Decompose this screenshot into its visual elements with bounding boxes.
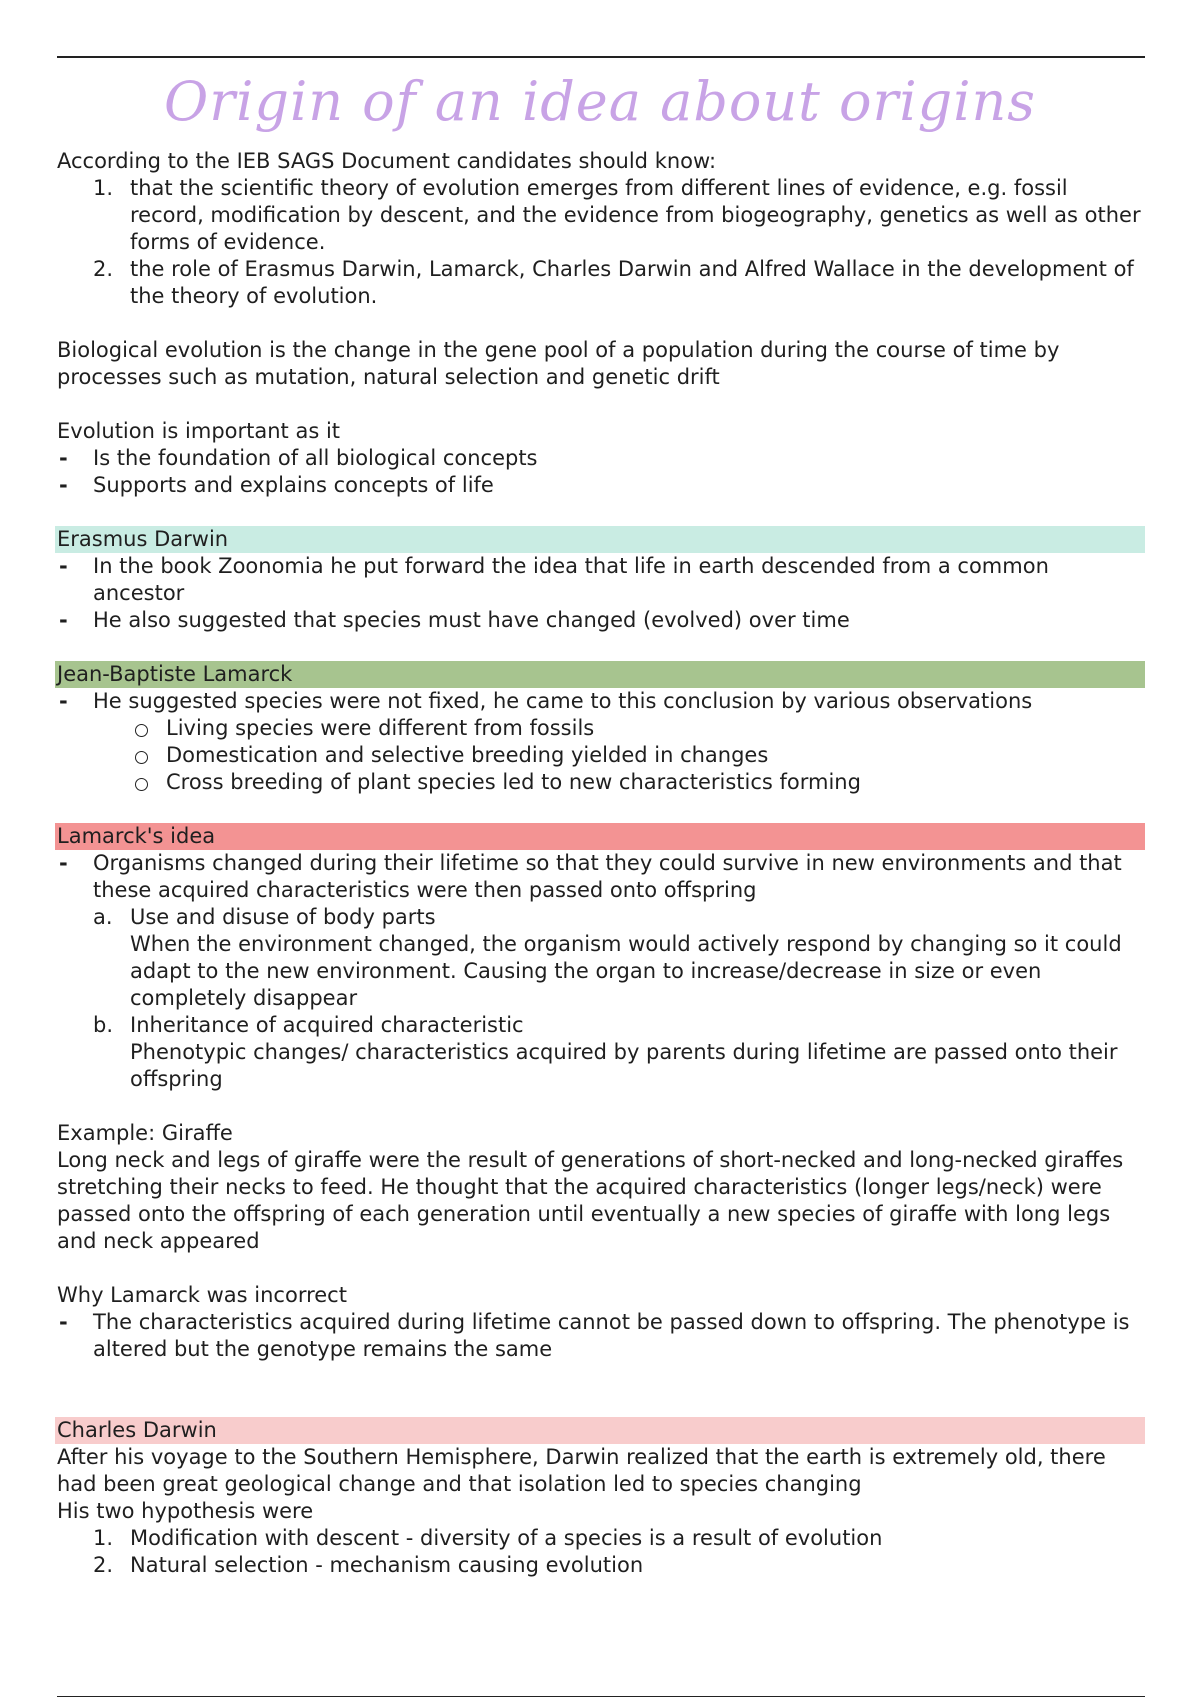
list-item: [57, 715, 1145, 742]
bottom-rule: [57, 1696, 1145, 1697]
list-item: [57, 904, 1145, 1012]
top-rule: [57, 56, 1145, 58]
list-item: - He also suggested that species must have changed (evolved) over time: [59, 608, 850, 632]
section-heading-lamarck: Jean-Baptiste Lamarck: [55, 661, 1145, 688]
list-number: 1.: [93, 1526, 114, 1550]
circle-bullet-icon: [135, 751, 148, 764]
list-text: He also suggested that species must have changed (evolved) over time: [93, 608, 850, 632]
point-text: Phenotypic changes/ characteristics acquired by parents during lifetime are passed onto their offspring: [130, 1040, 1118, 1091]
section-heading-erasmus-darwin: Erasmus Darwin: [55, 526, 1145, 553]
circle-bullet-icon: [135, 724, 148, 737]
list-text: the role of Erasmus Darwin, Lamarck, Charles Darwin and Alfred Wallace in the development of the theory of evolution.: [130, 257, 1134, 308]
list-item: - Is the foundation of all biological concepts: [59, 446, 538, 470]
list-item: [57, 256, 1145, 310]
document-body: [57, 148, 1145, 1579]
list-text: that the scientific theory of evolution emerges from different lines of evidence, e.g. fossil record, modification by descent, and the evidence from biogeography, genetics as well as other forms of evidence.: [130, 176, 1141, 254]
list-item: [57, 1012, 1145, 1093]
definition-text: Biological evolution is the change in the gene pool of a population during the course of time by processes such as mutation, natural selection and genetic drift: [57, 338, 1060, 389]
list-number: 2.: [93, 257, 114, 281]
section-heading-lamarcks-idea: Lamarck's idea: [55, 823, 1145, 850]
list-item: - Organisms changed during their lifetime so that they could survive in new environments and that these acquired characteristics were then passed onto offspring: [59, 851, 1122, 902]
list-item: - He suggested species were not fixed, he came to this conclusion by various observations: [59, 689, 1033, 713]
list-item: - The characteristics acquired during lifetime cannot be passed down to offspring. The phenotype is altered but the genotype remains the same: [59, 1310, 1130, 1361]
list-text: Living species were different from fossils: [166, 716, 595, 740]
list-item: - Supports and explains concepts of life: [59, 473, 494, 497]
list-number: 2.: [93, 1553, 114, 1577]
list-text: Organisms changed during their lifetime so that they could survive in new environments and that these acquired characteristics were then passed onto offspring: [93, 851, 1122, 902]
example-text: Long neck and legs of giraffe were the result of generations of short-necked and long-necked giraffes stretching their necks to feed. He thought that the acquired characteristics (longer legs/neck) were passed onto the offspring of each generation until eventually a new species of giraffe with long legs and neck appeared: [57, 1148, 1124, 1253]
lamarck-idea-list: [57, 850, 1145, 904]
example-heading: Example: Giraffe: [57, 1121, 233, 1145]
list-text: Domestication and selective breeding yielded in changes: [166, 743, 769, 767]
intro-text: According to the IEB SAGS Document candidates should know:: [57, 149, 717, 173]
importance-heading: Evolution is important as it: [57, 419, 341, 443]
hypothesis-heading: His two hypothesis were: [57, 1499, 314, 1523]
list-text: He suggested species were not fixed, he came to this conclusion by various observations: [93, 689, 1033, 713]
list-item: [57, 1525, 1145, 1552]
point-text: When the environment changed, the organism would actively respond by changing so it could adapt to the new environment. Causing the organ to increase/decrease in size or even completely disappear: [130, 932, 1122, 1010]
circle-bullet-icon: [135, 778, 148, 791]
list-text: Is the foundation of all biological concepts: [93, 446, 538, 470]
list-letter: b.: [93, 1013, 114, 1037]
list-item: [57, 769, 1145, 796]
list-item: [57, 742, 1145, 769]
intro-list: [57, 175, 1145, 310]
list-text: Modification with descent - diversity of a species is a result of evolution: [130, 1526, 883, 1550]
section-heading-charles-darwin: Charles Darwin: [55, 1417, 1145, 1444]
list-item: [57, 175, 1145, 256]
point-title: Use and disuse of body parts: [130, 905, 436, 929]
list-item: - In the book Zoonomia he put forward the idea that life in earth descended from a common ancestor: [59, 554, 1049, 605]
list-text: Cross breeding of plant species led to new characteristics forming: [166, 770, 861, 794]
list-text: Natural selection - mechanism causing evolution: [130, 1553, 644, 1577]
incorrect-heading: Why Lamarck was incorrect: [57, 1283, 347, 1307]
hypotheses-list: [57, 1525, 1145, 1579]
erasmus-list: [57, 553, 1145, 634]
charles-text: After his voyage to the Southern Hemisphere, Darwin realized that the earth is extremely old, there had been great geological change and that isolation led to species changing: [57, 1445, 1106, 1496]
list-text: In the book Zoonomia he put forward the idea that life in earth descended from a common ancestor: [93, 554, 1049, 605]
list-number: 1.: [93, 176, 114, 200]
list-text: Supports and explains concepts of life: [93, 473, 494, 497]
list-letter: a.: [93, 905, 113, 929]
importance-list: [57, 445, 1145, 499]
list-item: [57, 1552, 1145, 1579]
lamarck-points-list: [57, 904, 1145, 1093]
list-text: The characteristics acquired during lifetime cannot be passed down to offspring. The phenotype is altered but the genotype remains the same: [93, 1310, 1130, 1361]
observations-list: [57, 715, 1145, 796]
lamarck-list: [57, 688, 1145, 715]
incorrect-list: [57, 1309, 1145, 1363]
point-title: Inheritance of acquired characteristic: [130, 1013, 524, 1037]
page-title: Origin of an idea about origins: [164, 70, 1036, 133]
